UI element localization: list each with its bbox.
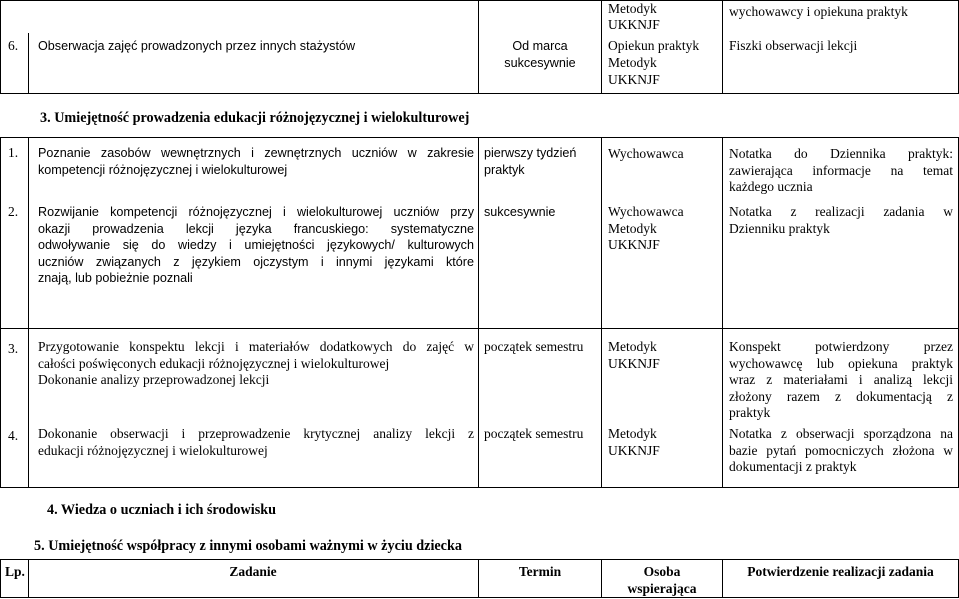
term-line: początek semestru — [484, 339, 584, 354]
confirm-top-line: wychowawcy i opiekuna praktyk — [729, 4, 908, 19]
confirm-cell — [729, 339, 953, 422]
person-line: UKKNJF — [608, 72, 660, 87]
table-line — [0, 559, 959, 560]
person-top-line: UKKNJF — [608, 17, 660, 32]
person-line: Metodyk — [608, 339, 657, 354]
person-cell — [608, 204, 684, 254]
table-line — [28, 137, 29, 488]
table-line — [0, 328, 959, 329]
table-line — [0, 137, 959, 138]
term-cell — [484, 339, 583, 356]
table-line — [601, 137, 602, 488]
header-person — [601, 564, 723, 597]
table-line — [28, 33, 29, 93]
person-top-line: Metodyk — [608, 1, 657, 16]
task-line: Poznanie zasobów wewnętrznych i zewnętrznych uczniów w zakresie — [38, 146, 474, 160]
table-line — [722, 0, 723, 93]
table-line — [0, 559, 1, 598]
task-cell: Obserwacja zajęć prowadzonych przez innych stażystów — [38, 39, 356, 53]
header-person-line: wspierająca — [627, 580, 697, 596]
confirm-line: bazie pytań pomocniczych złożona w — [729, 442, 953, 458]
header-confirm: Potwierdzenie realizacji zadania — [747, 564, 934, 579]
person-line: Metodyk — [608, 55, 657, 70]
term-line: Od marca sukcesywnie — [504, 39, 576, 70]
person-cell — [608, 426, 660, 459]
person-cell — [608, 339, 660, 372]
task-line: Przygotowanie konspektu lekcji i materiałów dodatkowych do zajęć w — [38, 339, 474, 354]
person-line: Wychowawca — [608, 146, 684, 161]
task-line: Dokonanie obserwacji i przeprowadzenie krytycznej analizy lekcji z — [38, 426, 474, 441]
row-number: 6. — [8, 38, 19, 53]
header-term: Termin — [518, 564, 562, 579]
confirm-cell — [729, 426, 953, 476]
table-line — [0, 487, 959, 488]
task-line: znają, lub pobieżnie poznali — [38, 271, 193, 285]
term-line: sukcesywnie — [484, 205, 556, 219]
person-line: Metodyk — [608, 426, 657, 441]
term-cell — [484, 145, 576, 178]
confirm-line: Konspekt potwierdzony przez — [729, 339, 953, 354]
term-cell — [484, 426, 583, 443]
table-line — [722, 137, 723, 488]
task-line: uczniów związanych z językiem ojczystym i innymi językami które — [38, 254, 474, 269]
task-cell — [38, 145, 474, 178]
confirm-line: wychowawcę lub opiekuna praktyk — [729, 355, 953, 371]
task-cell — [38, 426, 474, 459]
term-line: początek semestru — [484, 426, 584, 441]
term-cell — [484, 204, 555, 221]
person-line: UKKNJF — [608, 442, 660, 458]
table-line — [0, 93, 959, 94]
section-title: 4. Wiedza o uczniach i ich środowisku — [47, 502, 277, 518]
person-line: Metodyk — [608, 220, 657, 236]
confirm-line: Notatka z realizacji zadania w — [729, 204, 953, 219]
table-line — [0, 597, 959, 598]
table-line — [478, 137, 479, 488]
confirm-line: każdego ucznia — [729, 179, 813, 194]
confirm-line: zawierająca informacje na temat — [729, 162, 953, 178]
row-number: 2. — [8, 204, 19, 219]
person-line: Wychowawca — [608, 204, 684, 219]
header-task: Zadanie — [229, 564, 277, 579]
row-number: 4. — [8, 428, 19, 443]
table-line — [0, 0, 959, 1]
task-line: odwoływanie się do wiedzy i umiejętności językowych/ kulturowych — [38, 238, 474, 252]
task-cell — [38, 339, 474, 389]
task-line: Rozwijanie kompetencji różnojęzycznej i wielokulturowej uczniów przy — [38, 205, 474, 219]
section-title: 3. Umiejętność prowadzenia edukacji różnojęzycznej i wielokulturowej — [40, 110, 470, 126]
header-lp: Lp. — [5, 564, 25, 579]
task-line: całości poświęconych edukacji różnojęzycznej i wielokulturowej — [38, 355, 390, 371]
header-person-line: Osoba — [643, 564, 681, 579]
task-line: edukacji różnojęzycznej i wielokulturowej — [38, 442, 268, 458]
table-line — [0, 0, 1, 94]
confirm-cell — [729, 204, 953, 237]
section-title: 5. Umiejętność współpracy z innymi osobami ważnymi w życiu dziecka — [34, 538, 462, 554]
confirm-line: Notatka do Dziennika praktyk: — [729, 146, 953, 161]
row-number: 1. — [8, 145, 19, 160]
confirm-line: Notatka z obserwacji sporządzona na — [729, 426, 953, 441]
person-line: Opiekun praktyk — [608, 38, 700, 53]
table-line — [0, 137, 1, 488]
confirm-line: złożony razem z dokumentacją z — [729, 388, 953, 404]
person-cell — [608, 146, 684, 163]
term-line: praktyk — [484, 162, 525, 177]
confirm-line: praktyk — [729, 405, 771, 420]
task-line: okazji prowadzenia lekcji języka francuskiego: systematyczne — [38, 221, 474, 236]
term-line: pierwszy tydzień — [484, 146, 577, 160]
person-line: UKKNJF — [608, 355, 660, 371]
confirm-line: Dzienniku praktyk — [729, 220, 830, 236]
term-cell — [478, 38, 602, 71]
task-line: kompetencji różnojęzycznej i wielokulturowej — [38, 162, 288, 177]
row-number: 3. — [8, 341, 19, 356]
task-cell — [38, 204, 474, 287]
confirm-line: dokumentacji z praktyk — [729, 459, 857, 474]
confirm-cell: Fiszki obserwacji lekcji — [729, 38, 858, 53]
person-line: UKKNJF — [608, 237, 660, 252]
task-line: Dokonanie analizy przeprowadzonej lekcji — [38, 372, 270, 387]
confirm-cell — [729, 146, 953, 196]
confirm-line: wraz z materiałami i analizą lekcji — [729, 372, 953, 387]
